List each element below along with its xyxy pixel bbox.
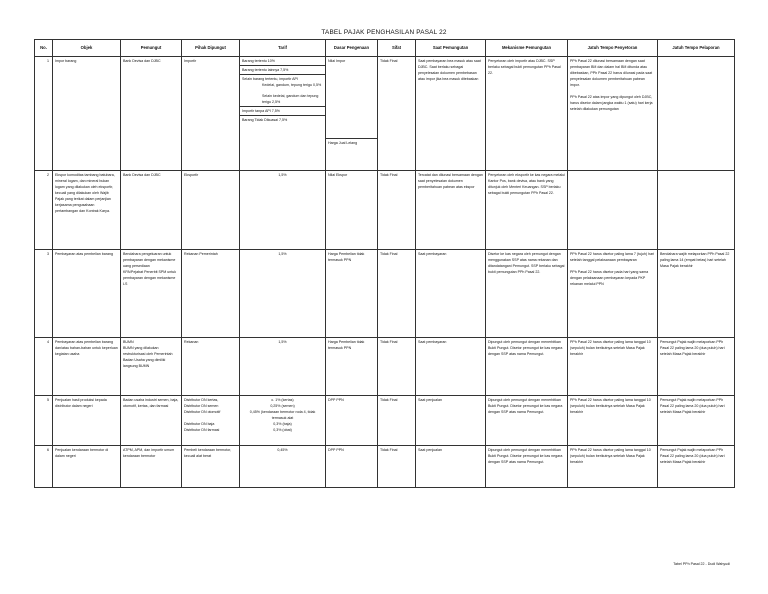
cell-pihak	[182, 396, 240, 446]
table-row	[35, 338, 735, 396]
tarif-line: Kedelai, gandum, tepung terigu 0,5%	[262, 83, 322, 87]
cell-objek: Impor barang	[53, 57, 121, 171]
header-cell: Objek	[53, 40, 121, 57]
cell-no: 6	[35, 446, 53, 488]
cell-pemungut: Badan usaha industri semen, baja, otomotif, kertas, dan farmasi	[121, 396, 182, 446]
cell-tarif: 1,5%	[240, 171, 326, 250]
header-cell: Jatuh Tempo Penyetoran	[568, 40, 658, 57]
header-cell: Pihak Dipungut	[182, 40, 240, 57]
cell-lapor: Pemungut Pajak wajib melaporkan PPh Pasal 22 paling lama 20 (dua puluh) hari setelah Masa Pajak berakhir	[658, 396, 735, 446]
page-footer: Tabel PPh Pasal 22 - Dudi Wahyudi	[673, 562, 730, 566]
header-cell: Dasar Pengenaan	[326, 40, 378, 57]
cell-pihak: Eksportir	[182, 171, 240, 250]
cell-pihak: Rekanan Pemerintah	[182, 250, 240, 338]
cell-mekanisme: Penyetoran oleh eksportir ke kas negara melalui Kantor Pos, bank devisa, atau bank yang ditunjuk oleh Menteri Keuangan. SSP berlaku sebagai bukti pemungutan PPh Pasal 22.	[486, 171, 568, 250]
cell-objek: Penjualan kendaraan bermotor di dalam negeri	[53, 446, 121, 488]
cell-mekanisme: Dipungut oleh pemungut dengan menerbitkan Bukti Pungut. Disetor pemungut ke kas negara dengan SSP atas nama Pemungut.	[486, 446, 568, 488]
cell-dasar: DPP PPN	[326, 446, 378, 488]
cell-dasar	[326, 57, 378, 171]
cell-sifat: Tidak Final	[378, 338, 416, 396]
cell-saat: Saat pembayaran bea masuk atau saat DJBC. Saat berlaku sebagai penyelesaian dokumen pembebasan atau impor jika bea masuk ditebaskan	[416, 57, 486, 171]
tarif-line: Barang tertentu 10%	[240, 57, 325, 66]
tarif-line: 0,3% (baja)	[273, 422, 292, 426]
tarif-line: 0,3% (obat)	[273, 428, 292, 432]
cell-no: 3	[35, 250, 53, 338]
cell-no: 1	[35, 57, 53, 171]
tarif-line: 0,25% (semen)	[270, 404, 295, 408]
cell-objek: Pembayaran atas pembelian barang	[53, 250, 121, 338]
pihak-line: Distributor DN otomotif	[184, 410, 221, 414]
cell-mekanisme: Penyetoran oleh importir atau DJBC. SSP berlaku sebagai bukti pemungutan PPh Pasal 22.	[486, 57, 568, 171]
cell-lapor	[658, 57, 735, 171]
cell-tarif: 1,5%	[240, 250, 326, 338]
cell-objek: Ekspor komoditas tambang batubara, mineral logam, dan mineral bukan logam yang dilakukan oleh eksportir, kecuali yang dilakukan oleh Wajib Pajak yang terikat dalam perjanjian kerjasama pengusahaan pertambangan dan Kontrak Karya.	[53, 171, 121, 250]
pihak-line: Distributor DN kertas,	[184, 398, 219, 402]
header-row	[35, 40, 735, 57]
pihak-line: Distributor DN farmasi	[184, 428, 220, 432]
cell-pemungut: BUMN BUMN yang dilakukan restrukturisasi oleh Pemerintah Badan Usaha yang dimiliki langsung BUMN	[121, 338, 182, 396]
cell-setor: PPh Pasal 22 harus disetor paling lama tanggal 10 (sepuluh) bulan berikutnya setelah Masa Pajak berakhir	[568, 446, 658, 488]
cell-lapor: Bendahara wajib melaporkan PPh Pasal 22 paling lama 14 (empat belas) hari setelah Masa Pajak berakhir	[658, 250, 735, 338]
cell-sifat: Tidak Final	[378, 250, 416, 338]
cell-setor: PPh Pasal 22 harus disetor paling lama tanggal 10 (sepuluh) bulan berikutnya setelah Masa Pajak berakhir	[568, 338, 658, 396]
cell-pemungut: Bendahara pengeluaran untuk pembayaran dengan mekanisme uang persediaan KPA/Pejabat Penerbit SPM untuk pembayaran dengan mekanisme LS	[121, 250, 182, 338]
cell-setor: PPh Pasal 22 harus disetor paling lama tanggal 10 (sepuluh) bulan berikutnya setelah Masa Pajak berakhir	[568, 396, 658, 446]
header-cell: Mekanisme Pemungutan	[486, 40, 568, 57]
header-cell: Jatuh Tempo Pelaporan	[658, 40, 735, 57]
cell-tarif	[240, 396, 326, 446]
tarif-line: Barang tertentu lainnya 7,5%	[240, 66, 325, 75]
tarif-line: Selain kedelai, gandum dan tepung terigu 2,5%	[262, 94, 319, 104]
dasar-line: Harga Jual Lelang	[326, 138, 377, 147]
table-row	[35, 396, 735, 446]
cell-pemungut: ATPM, APM, dan importir umum kendaraan bermotor	[121, 446, 182, 488]
header-cell: Pemungut	[121, 40, 182, 57]
cell-saat: Saat pembayaran	[416, 338, 486, 396]
cell-objek: Penjualan hasil produksi kepada distributor dalam negeri	[53, 396, 121, 446]
table-row	[35, 57, 735, 171]
cell-dasar: Harga Pembelian tidak termasuk PPN	[326, 250, 378, 338]
cell-pihak: Importir	[182, 57, 240, 171]
cell-pemungut: Bank Devisa dan DJBC	[121, 171, 182, 250]
cell-saat: Saat pembayaran	[416, 250, 486, 338]
cell-pihak: Rekanan	[182, 338, 240, 396]
tarif-group	[240, 75, 325, 107]
cell-sifat: Tidak Final	[378, 171, 416, 250]
dasar-line: Nilai Impor	[328, 59, 346, 63]
table-row	[35, 171, 735, 250]
cell-tarif: 1,5%	[240, 338, 326, 396]
cell-lapor: Pemungut Pajak wajib melaporkan PPh Pasal 22 paling lama 20 (dua puluh) hari setelah Masa Pajak berakhir	[658, 338, 735, 396]
cell-tarif: 0,45%	[240, 446, 326, 488]
cell-lapor	[658, 171, 735, 250]
cell-pemungut: Bank Devisa dan DJBC	[121, 57, 182, 171]
tarif-line: Barang Tidak Dikuasai 7,5%	[242, 118, 288, 122]
cell-setor: PPh Pasal 22 harus disetor paling lama 7 (tujuh) hari setelah tanggal pelaksanaan pembayaran PPh Pasal 22 harus disetor pada hari yang sama dengan pelaksanaan pembayaran kepada PKP rekanan melalui PPN	[568, 250, 658, 338]
cell-pihak: Pembeli kendaraan bermotor, kecuali alat berat	[182, 446, 240, 488]
header-cell: Sifat	[378, 40, 416, 57]
cell-sifat: Tidak Final	[378, 396, 416, 446]
tarif-line: Importir tanpa API 7,5%	[240, 107, 325, 116]
cell-lapor: Pemungut Pajak wajib melaporkan PPh Pasal 22 paling lama 20 (dua puluh) hari setelah Masa Pajak berakhir	[658, 446, 735, 488]
cell-saat: Saat penjualan	[416, 446, 486, 488]
cell-sifat: Tidak Final	[378, 57, 416, 171]
header-cell: Tarif	[240, 40, 326, 57]
page-title: TABEL PAJAK PENGHASILAN PASAL 22	[321, 29, 447, 36]
header-cell: No.	[35, 40, 53, 57]
cell-mekanisme: Disetor ke kas negara oleh pemungut dengan menggunakan SSP atas nama rekanan dan ditandatangani Pemungut. SSP berlaku sebagai bukti pemungutan PPh Pasal 22.	[486, 250, 568, 338]
cell-sifat: Tidak Final	[378, 446, 416, 488]
tax-table	[34, 39, 735, 488]
tarif-line: c. 1% (kertas)	[271, 398, 294, 402]
cell-mekanisme: Dipungut oleh pemungut dengan menerbitkan Bukti Pungut. Disetor pemungut ke kas negara dengan SSP atas nama Pemungut.	[486, 396, 568, 446]
cell-no: 2	[35, 171, 53, 250]
cell-no: 4	[35, 338, 53, 396]
tarif-line: 0,45% (kendaraan bermotor roda 4, tidak termasuk alat	[249, 410, 316, 420]
tarif-line: Selain barang tertentu, importir API	[242, 77, 298, 81]
pihak-line: Distributor DN semen	[184, 404, 219, 408]
table-row	[35, 250, 735, 338]
table-row	[35, 446, 735, 488]
cell-mekanisme: Dipungut oleh pemungut dengan menerbitkan Bukti Pungut. Disetor pemungut ke kas negara dengan SSP atas nama Pemungut.	[486, 338, 568, 396]
cell-saat: Saat penjualan	[416, 396, 486, 446]
pihak-line: Distributor DN baja	[184, 422, 215, 426]
cell-no: 5	[35, 396, 53, 446]
cell-objek: Pembayaran atas pembelian barang dan/atau bahan-bahan untuk keperluan kegiatan usaha	[53, 338, 121, 396]
cell-setor: PPh Pasal 22 dilunasi bersamaan dengan saat pembayaran BM dan dalam hal BM ditunda atau dibebaskan, PPh Pasal 22 harus dilunasi pada saat penyelesaian dokumen pemberitahuan pabean impor. PPh Pasal 22 atas impor yang dipungut oleh DJBC, harus disetor dalam jangka waktu 1 (satu) hari kerja setelah dilakukan pemungutan	[568, 57, 658, 171]
cell-dasar: Harga Pembelian tidak termasuk PPN	[326, 338, 378, 396]
cell-dasar: DPP PPN	[326, 396, 378, 446]
header-cell: Saat Pemungutan	[416, 40, 486, 57]
cell-dasar: Nilai Ekspor	[326, 171, 378, 250]
cell-tarif	[240, 57, 326, 171]
cell-saat: Tercatat dan dilunasi bersamaan dengan saat penyelesaian dokumen pemberitahuan pabean atas ekspor	[416, 171, 486, 250]
cell-setor	[568, 171, 658, 250]
